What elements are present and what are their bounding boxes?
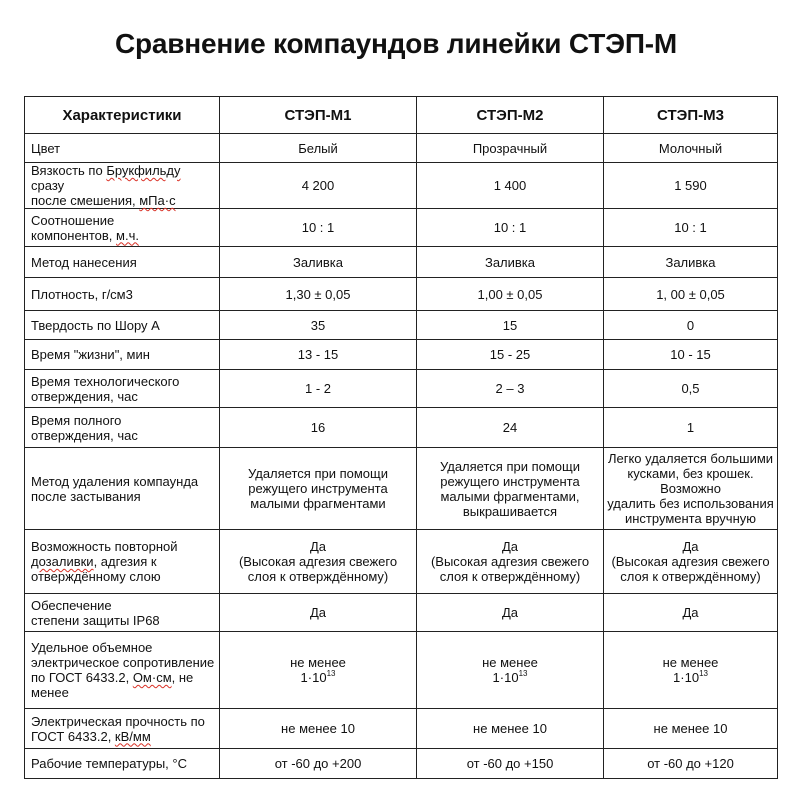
m1-full-cure: 16: [220, 408, 417, 448]
m2-ratio: 10 : 1: [417, 209, 604, 247]
m3-resistivity-line: не менее: [662, 655, 719, 670]
label-viscosity-part: сразу: [31, 178, 65, 193]
label-full-cure-line: Время полного: [31, 412, 122, 428]
m1-potlife: 13 - 15: [220, 340, 417, 370]
label-resistivity-part: по ГОСТ 6433.2,: [31, 670, 133, 685]
label-viscosity-part: после смешения,: [31, 193, 140, 208]
m1-resistivity-base: 1·10: [300, 670, 327, 685]
m1-ip68: Да: [220, 594, 417, 632]
header-row: [25, 97, 778, 134]
m3-refill-line: (Высокая адгезия свежего: [611, 554, 770, 569]
label-resistivity-unit: Ом·см: [132, 670, 172, 685]
m1-temp: от -60 до +200: [220, 749, 417, 779]
m1-resistivity-exp: 13: [326, 668, 336, 678]
m2-removal-line: малыми фрагментами,: [440, 488, 580, 504]
m3-tech-cure: 0,5: [604, 370, 778, 408]
m2-tech-cure: 2 – 3: [417, 370, 604, 408]
m1-color: Белый: [220, 134, 417, 163]
m3-refill-line: Да: [682, 539, 699, 554]
label-ratio-unit: м.ч.: [116, 227, 139, 243]
label-viscosity-part: Вязкость по: [31, 163, 107, 178]
label-resistivity-line: Удельное объемное: [31, 640, 153, 655]
label-full-cure: [25, 408, 220, 448]
m2-strength: не менее 10: [417, 709, 604, 749]
label-ratio: [25, 209, 220, 247]
m3-strength: не менее 10: [604, 709, 778, 749]
label-temp: Рабочие температуры, °С: [25, 749, 220, 779]
m3-resistivity-exp: 13: [699, 668, 708, 678]
label-method: Метод нанесения: [25, 247, 220, 278]
m2-density: 1,00 ± 0,05: [417, 278, 604, 311]
label-ratio-line: Соотношение: [31, 212, 115, 228]
m3-ratio: 10 : 1: [604, 209, 778, 247]
row-temp: [25, 749, 778, 779]
m2-removal: [417, 448, 604, 530]
label-ip68: [25, 594, 220, 632]
m2-refill: [417, 530, 604, 594]
m2-hardness: 15: [417, 311, 604, 340]
label-refill-line: отверждённому слою: [31, 569, 161, 584]
label-refill-line: Возможность повторной: [31, 539, 178, 554]
m2-temp: от -60 до +150: [417, 749, 604, 779]
m2-refill-line: (Высокая адгезия свежего: [430, 554, 590, 569]
m1-removal-line: малыми фрагментами: [250, 496, 386, 511]
m3-ip68: Да: [604, 594, 778, 632]
label-removal-line: Метод удаления компаунда: [31, 473, 199, 489]
row-viscosity: [25, 163, 778, 209]
label-tech-cure-line: отверждения, час: [31, 388, 138, 404]
label-refill: [25, 530, 220, 594]
m1-removal-line: режущего инструмента: [248, 481, 388, 496]
label-strength-unit: кВ/мм: [114, 728, 151, 744]
m1-tech-cure: 1 - 2: [220, 370, 417, 408]
label-ratio-part: компонентов,: [31, 227, 117, 243]
m3-density: 1, 00 ± 0,05: [604, 278, 778, 311]
m1-viscosity: 4 200: [220, 163, 417, 209]
m3-resistivity-base: 1·10: [673, 670, 700, 685]
m3-removal-line: удалить без использования: [607, 496, 774, 511]
m2-viscosity: 1 400: [417, 163, 604, 209]
header-step-m1: СТЭП-М1: [220, 97, 417, 134]
label-color: Цвет: [25, 134, 220, 163]
label-tech-cure: [25, 370, 220, 408]
m1-refill-line: Да: [309, 539, 327, 554]
m1-strength: не менее 10: [220, 709, 417, 749]
m1-removal: [220, 448, 417, 530]
m3-refill: [604, 530, 778, 594]
label-full-cure-line: отверждения, час: [31, 427, 138, 443]
label-resistivity: [25, 632, 220, 709]
m3-temp: от -60 до +120: [604, 749, 778, 779]
row-color: [25, 134, 778, 163]
m2-ip68: Да: [417, 594, 604, 632]
m1-resistivity: [220, 632, 417, 709]
m2-resistivity: [417, 632, 604, 709]
label-resistivity-line: электрическое сопротивление: [31, 655, 215, 670]
row-full-cure: [25, 408, 778, 448]
m3-color: Молочный: [604, 134, 778, 163]
m1-resistivity-line: не менее: [290, 655, 346, 670]
comparison-table: [24, 96, 778, 779]
label-viscosity: [25, 163, 220, 209]
m2-resistivity-line: не менее: [482, 655, 538, 670]
m3-removal-line: Легко удаляется большими: [607, 451, 774, 466]
m3-refill-line: слоя к отверждённому): [620, 569, 761, 584]
label-removal: [25, 448, 220, 530]
row-refill: [25, 530, 778, 594]
m2-refill-line: Да: [501, 539, 519, 554]
row-strength: [25, 709, 778, 749]
m2-color: Прозрачный: [417, 134, 604, 163]
m2-resistivity-exp: 13: [518, 668, 528, 678]
header-step-m2: СТЭП-М2: [417, 97, 604, 134]
m2-method: Заливка: [417, 247, 604, 278]
m1-density: 1,30 ± 0,05: [220, 278, 417, 311]
label-strength: [25, 709, 220, 749]
label-ip68-line: Обеспечение: [31, 597, 112, 613]
m1-ratio: 10 : 1: [220, 209, 417, 247]
m2-refill-line: слоя к отверждённому): [439, 569, 581, 584]
label-viscosity-brookfield: Брукфильду: [106, 163, 181, 178]
m3-potlife: 10 - 15: [604, 340, 778, 370]
m1-refill: [220, 530, 417, 594]
row-density: [25, 278, 778, 311]
header-step-m3: СТЭП-М3: [604, 97, 778, 134]
label-ip68-line: степени защиты IP68: [31, 612, 160, 628]
m3-removal: [604, 448, 778, 530]
label-density: Плотность, г/см3: [25, 278, 220, 311]
m2-removal-line: режущего инструмента: [440, 473, 580, 489]
m3-hardness: 0: [604, 311, 778, 340]
m1-method: Заливка: [220, 247, 417, 278]
m3-full-cure: 1: [604, 408, 778, 448]
label-hardness: Твердость по Шору А: [25, 311, 220, 340]
m1-refill-line: слоя к отверждённому): [247, 569, 389, 584]
label-refill-part: , адгезия к: [93, 554, 157, 569]
m2-removal-line: выкрашивается: [462, 503, 558, 519]
row-tech-cure: [25, 370, 778, 408]
m3-removal-line: кусками, без крошек. Возможно: [627, 466, 754, 496]
label-viscosity-unit: мПа·с: [139, 193, 176, 208]
m1-refill-line: (Высокая адгезия свежего: [238, 554, 398, 569]
row-resistivity: [25, 632, 778, 709]
label-resistivity-line: менее: [31, 685, 69, 700]
row-removal: [25, 448, 778, 530]
m3-removal-line: инструмента вручную: [624, 511, 757, 526]
row-potlife: [25, 340, 778, 370]
m1-hardness: 35: [220, 311, 417, 340]
m2-full-cure: 24: [417, 408, 604, 448]
m2-resistivity-base: 1·10: [492, 670, 519, 685]
label-strength-part: ГОСТ 6433.2,: [31, 728, 115, 744]
m3-viscosity: 1 590: [604, 163, 778, 209]
page-title: Сравнение компаундов линейки СТЭП-М: [114, 28, 678, 59]
label-resistivity-part: , не: [171, 670, 194, 685]
m3-resistivity: [604, 632, 778, 709]
row-ip68: [25, 594, 778, 632]
label-tech-cure-line: Время технологического: [31, 373, 180, 389]
m2-removal-line: Удаляется при помощи: [440, 458, 580, 474]
header-characteristics: Характеристики: [25, 97, 220, 134]
label-removal-line: после застывания: [31, 488, 141, 504]
row-ratio: [25, 209, 778, 247]
label-potlife: Время "жизни", мин: [25, 340, 220, 370]
m2-potlife: 15 - 25: [417, 340, 604, 370]
m1-removal-line: Удаляется при помощи: [248, 466, 388, 481]
row-method: [25, 247, 778, 278]
row-hardness: [25, 311, 778, 340]
label-strength-line: Электрическая прочность по: [31, 713, 205, 729]
label-refill-word: дозаливки: [31, 554, 94, 569]
m3-method: Заливка: [604, 247, 778, 278]
